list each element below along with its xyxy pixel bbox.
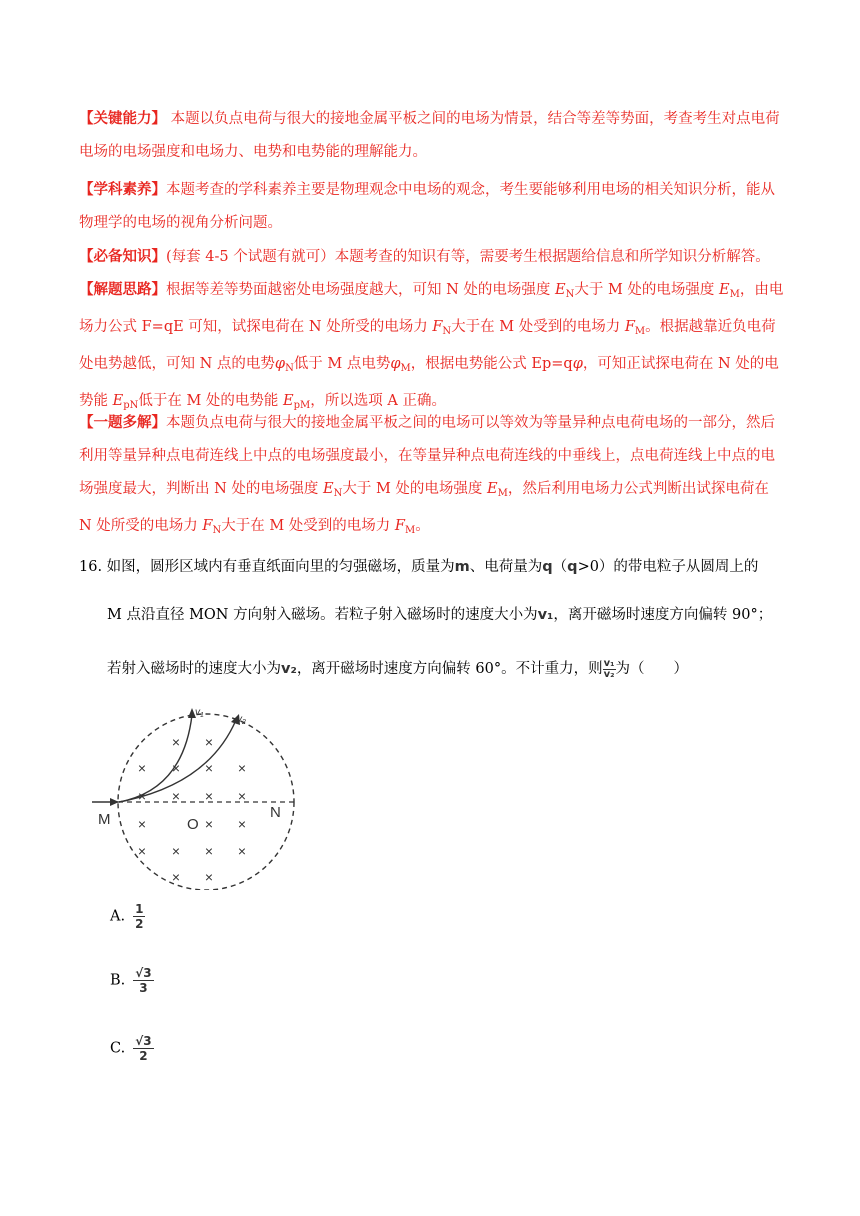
subscript: M — [404, 525, 416, 536]
alternative-text-2: 大于 M 处的电场强度 — [342, 481, 488, 497]
question-line-1 — [79, 555, 799, 576]
symbol-q: q — [567, 559, 578, 575]
key-ability-tag: 【关键能力】 — [79, 110, 166, 127]
subscript: N — [565, 289, 575, 300]
approach-paragraph — [79, 273, 785, 422]
question-text: 、电荷量为 — [469, 559, 543, 575]
question-text: 如图，圆形区域内有垂直纸面向里的匀强磁场，质量为 — [106, 559, 455, 575]
question-text: 若射入磁场时的速度大小为 — [107, 661, 281, 677]
symbol-phi: φ — [390, 356, 401, 372]
field-mark: × — [204, 760, 214, 776]
approach-text-9: 低于在 M 处的电势能 — [138, 393, 284, 409]
option-letter: A. — [110, 908, 126, 925]
label-N: N — [270, 804, 281, 821]
approach-text-5: 。根据越靠近负电荷处电势越低，可知 N 点的电势 — [79, 319, 776, 372]
label-v1-letter: v — [195, 707, 200, 718]
symbol-E: E — [719, 282, 730, 298]
alternative-paragraph — [79, 406, 785, 547]
question-text: M 点沿直径 MON 方向射入磁场。若粒子射入磁场时的速度大小为 — [107, 607, 538, 623]
question-text: 为（ ） — [615, 661, 689, 677]
symbol-E: E — [283, 393, 294, 409]
approach-text-8: ，可知正试探电荷在 N 处的电势能 — [79, 356, 779, 409]
label-O: O — [187, 816, 199, 833]
alternative-tag: 【一题多解】 — [79, 414, 166, 431]
symbol-E: E — [323, 481, 334, 497]
symbol-F: F — [394, 518, 405, 534]
ratio-fraction — [603, 659, 616, 680]
approach-text-10: ，所以选项 A 正确。 — [310, 393, 446, 409]
subscript: M — [400, 363, 411, 374]
field-mark: × — [137, 760, 147, 776]
alternative-text-3: ，然后利用电场力公式判断出试探电荷在 N 处所受的电场力 — [79, 481, 769, 534]
option-a[interactable] — [110, 902, 145, 931]
field-mark: × — [204, 788, 214, 804]
alternative-text-1: 本题负点电荷与很大的接地金属平板之间的电场可以等效为等量异种点电荷电场的一部分，然后利用等量异种点电荷连线上中点的电场强度最小，在等量异种点电荷连线的中垂线上，点电荷连线上中点的电场强度最大，判断出 N 处的电场强度 — [79, 415, 775, 497]
label-v1 — [195, 707, 204, 719]
symbol-phi: φ — [572, 356, 583, 372]
field-mark: × — [204, 734, 214, 750]
subscript: N — [333, 488, 343, 499]
ratio-numerator: v₁ — [603, 657, 615, 669]
literacy-tag: 【学科素养】 — [79, 181, 166, 198]
field-mark: × — [171, 869, 181, 885]
magnetic-field-figure — [88, 700, 298, 890]
alternative-text-4: 大于在 M 处受到的电场力 — [221, 518, 395, 534]
knowledge-tag: 【必备知识】 — [79, 248, 166, 265]
label-v2 — [237, 714, 246, 726]
field-marks — [138, 734, 246, 885]
label-v2-letter: v — [237, 714, 242, 725]
literacy-text: 本题考查的学科素养主要是物理观念中电场的观念，考生要能够利用电场的相关知识分析，能从物理学的电场的视角分析问题。 — [79, 182, 775, 231]
ratio-denominator: v₂ — [603, 668, 615, 680]
option-fraction — [133, 966, 153, 995]
symbol-E: E — [112, 393, 124, 409]
option-b[interactable] — [110, 966, 154, 995]
approach-tag: 【解题思路】 — [79, 281, 166, 298]
label-M: M — [98, 811, 111, 828]
label-v1-sub: 1 — [200, 712, 204, 719]
symbol-F: F — [624, 319, 635, 335]
symbol-F: F — [202, 518, 213, 534]
symbol-E: E — [555, 282, 566, 298]
symbol-phi: φ — [274, 356, 286, 372]
subscript: M — [497, 488, 508, 499]
option-denominator: 3 — [139, 981, 148, 995]
subscript: pN — [123, 400, 139, 411]
field-mark: × — [237, 788, 247, 804]
option-fraction — [133, 902, 145, 931]
symbol-v2: v₂ — [281, 661, 297, 677]
symbol-E: E — [487, 481, 498, 497]
knowledge-text: (每套 4-5 个试题有就可）本题考查的知识有等，需要考生根据题给信息和所学知识分析解答。 — [166, 249, 770, 265]
approach-text-4: 大于在 M 处受到的电场力 — [451, 319, 625, 335]
question-text: ，离开磁场时速度方向偏转 60°。不计重力，则 — [296, 661, 603, 677]
field-mark: × — [204, 843, 214, 859]
option-denominator: 2 — [135, 917, 144, 931]
option-letter: C. — [110, 1040, 126, 1057]
approach-text-2: 大于 M 处的电场强度 — [574, 282, 720, 298]
question-text: ，离开磁场时速度方向偏转 90°； — [553, 607, 773, 623]
question-text: （ — [552, 559, 568, 575]
key-ability-text: 本题以负点电荷与很大的接地金属平板之间的电场为情景，结合等差等势面，考查考生对点电荷电场的电场强度和电场力、电势和电势能的理解能力。 — [79, 111, 780, 160]
approach-text-3: ，由电场力公式 F=qE 可知，试探电荷在 N 处所受的电场力 — [79, 282, 784, 335]
symbol-q: q — [542, 559, 553, 575]
option-numerator: √3 — [135, 1034, 152, 1048]
subscript: N — [212, 525, 222, 536]
option-numerator: √3 — [135, 966, 152, 980]
literacy-paragraph — [79, 173, 785, 240]
field-mark: × — [171, 788, 181, 804]
alternative-text-5: 。 — [415, 518, 430, 534]
key-ability-paragraph — [79, 102, 785, 169]
field-mark: × — [137, 843, 147, 859]
knowledge-paragraph — [79, 240, 785, 274]
field-mark: × — [137, 816, 147, 832]
field-mark: × — [171, 843, 181, 859]
field-mark: × — [171, 760, 181, 776]
symbol-v1: v₁ — [537, 607, 554, 623]
symbol-F: F — [432, 319, 443, 335]
option-letter: B. — [110, 972, 126, 989]
subscript: N — [285, 363, 294, 374]
approach-text-1: 根据等差等势面越密处电场强度越大，可知 N 处的电场强度 — [166, 282, 556, 298]
option-c[interactable] — [110, 1034, 154, 1063]
field-mark: × — [237, 760, 247, 776]
question-line-2 — [107, 603, 772, 624]
field-mark: × — [204, 869, 214, 885]
approach-text-6: 低于 M 点电势 — [293, 356, 391, 372]
field-mark: × — [237, 843, 247, 859]
option-denominator: 2 — [139, 1049, 148, 1063]
subscript: M — [634, 326, 646, 337]
symbol-m: m — [454, 559, 470, 575]
option-numerator: 1 — [135, 902, 144, 916]
subscript: M — [729, 289, 740, 300]
trajectory-v1 — [119, 715, 192, 802]
field-mark: × — [171, 734, 181, 750]
field-mark: × — [204, 816, 214, 832]
approach-text-7: ，根据电势能公式 Ep=q — [410, 356, 573, 372]
question-line-3 — [107, 657, 688, 680]
question-number: 16. — [79, 559, 103, 575]
field-mark: × — [237, 816, 247, 832]
question-text: >0）的带电粒子从圆周上的 — [577, 559, 759, 575]
field-mark: × — [137, 788, 147, 804]
label-v2-sub: 2 — [242, 719, 246, 726]
subscript: N — [442, 326, 452, 337]
option-fraction — [133, 1034, 153, 1063]
subscript: pM — [293, 400, 311, 411]
